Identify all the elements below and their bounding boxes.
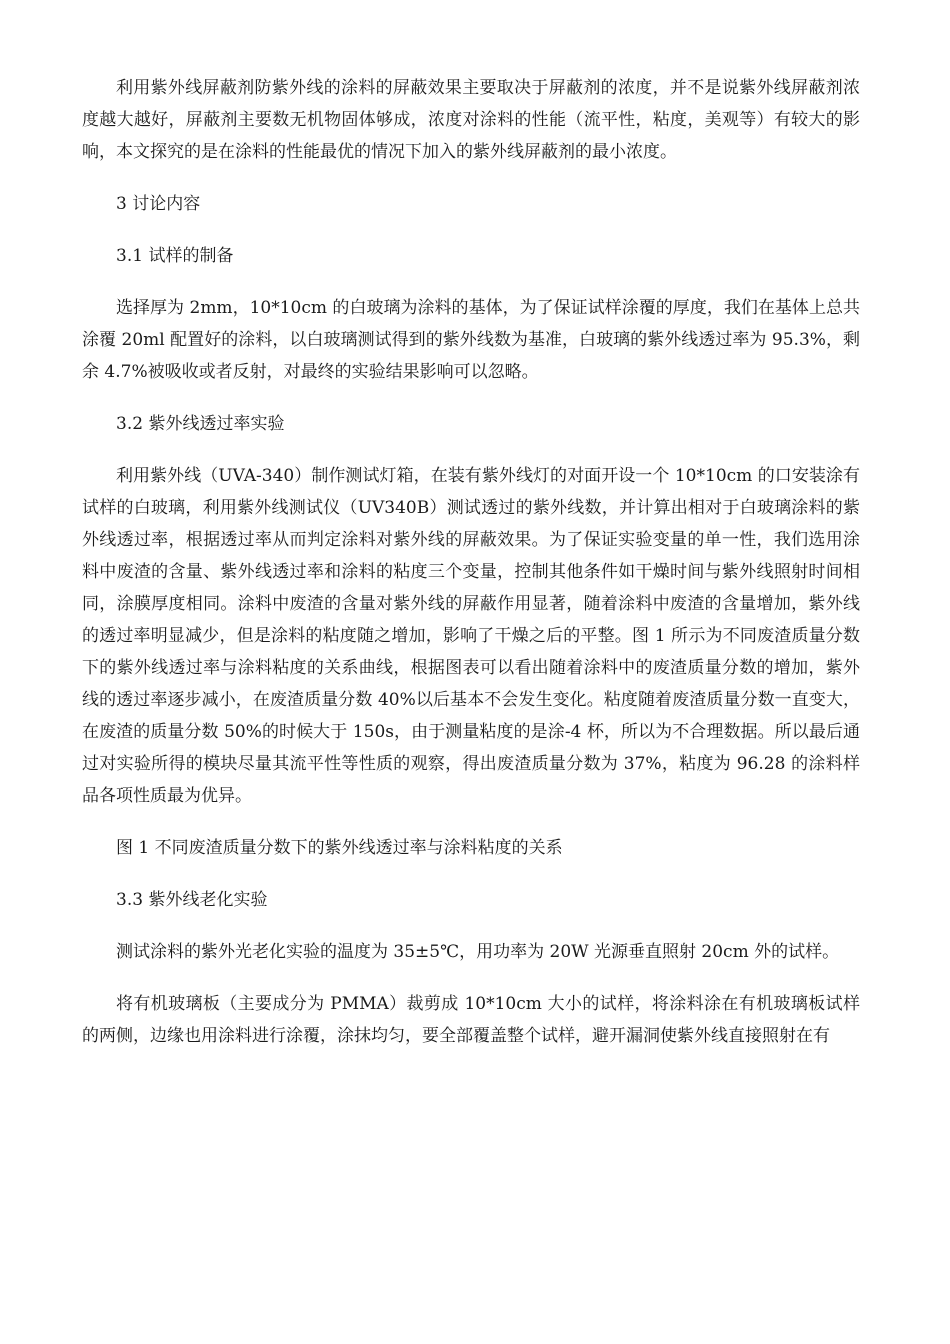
section-heading-3: 3 讨论内容 <box>116 194 201 214</box>
paragraph-sample-preparation: 选择厚为 2mm，10*10cm 的白玻璃为涂料的基体，为了保证试样涂覆的厚度，我们在基体上总共涂覆 20ml 配置好的涂料，以白玻璃测试得到的紫外线数为基准，白玻璃的紫外线透过率为 95.3%，剩余 4.7%被吸收或者反射，对最终的实验结果影响可以忽略。 <box>82 298 860 382</box>
paragraph-uv-transmittance: 利用紫外线（UVA-340）制作测试灯箱，在装有紫外线灯的对面开设一个 10*10cm 的口安装涂有试样的白玻璃，利用紫外线测试仪（UV340B）测试透过的紫外线数，并计算出相对于白玻璃涂料的紫外线透过率，根据透过率从而判定涂料对紫外线的屏蔽效果。为了保证实验变量的单一性，我们选用涂料中废渣的含量、紫外线透过率和涂料的粘度三个变量，控制其他条件如干燥时间与紫外线照射时间相同，涂膜厚度相同。涂料中废渣的含量对紫外线的屏蔽作用显著，随着涂料中废渣的含量增加，紫外线的透过率明显减少，但是涂料的粘度随之增加，影响了干燥之后的平整。图 1 所示为不同废渣质量分数下的紫外线透过率与涂料粘度的关系曲线，根据图表可以看出随着涂料中的废渣质量分数的增加，紫外线的透过率逐步减小，在废渣质量分数 40%以后基本不会发生变化。粘度随着废渣质量分数一直变大，在废渣的质量分数 50%的时候大于 150s，由于测量粘度的是涂-4 杯，所以为不合理数据。所以最后通过对实验所得的模块尽量其流平性等性质的观察，得出废渣质量分数为 37%，粘度为 96.28 的涂料样品各项性质最为优异。 <box>82 466 860 806</box>
paragraph-intro: 利用紫外线屏蔽剂防紫外线的涂料的屏蔽效果主要取决于屏蔽剂的浓度，并不是说紫外线屏蔽剂浓度越大越好，屏蔽剂主要数无机物固体够成，浓度对涂料的性能（流平性，粘度，美观等）有较大的影响，本文探究的是在涂料的性能最优的情况下加入的紫外线屏蔽剂的最小浓度。 <box>82 78 860 162</box>
paragraph-aging-conditions: 测试涂料的紫外光老化实验的温度为 35±5℃，用功率为 20W 光源垂直照射 20cm 外的试样。 <box>116 942 840 962</box>
section-heading-3-2: 3.2 紫外线透过率实验 <box>116 414 285 434</box>
paragraph-aging-procedure: 将有机玻璃板（主要成分为 PMMA）裁剪成 10*10cm 大小的试样，将涂料涂在有机玻璃板试样的两侧，边缘也用涂料进行涂覆，涂抹均匀，要全部覆盖整个试样，避开漏洞使紫外线直接照射在有 <box>82 994 860 1046</box>
section-heading-3-1: 3.1 试样的制备 <box>116 246 234 266</box>
document-page <box>82 72 860 1072</box>
figure-caption-1: 图 1 不同废渣质量分数下的紫外线透过率与涂料粘度的关系 <box>116 838 563 858</box>
section-heading-3-3: 3.3 紫外线老化实验 <box>116 890 268 910</box>
